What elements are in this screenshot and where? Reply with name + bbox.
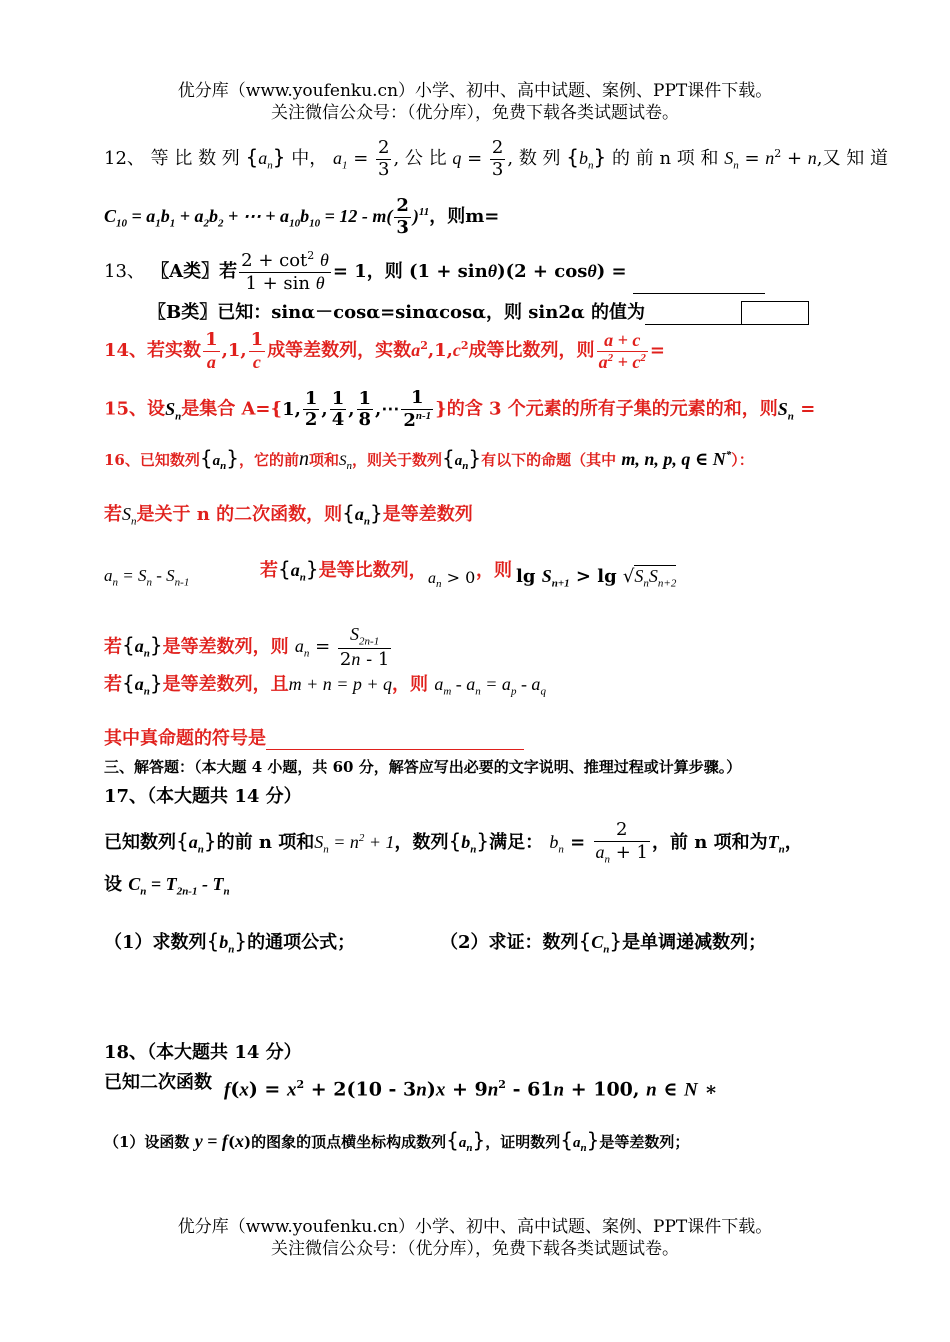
q18-title: 18、（本大题共 14 分）	[104, 1042, 302, 1063]
q12-text-7: 则m=	[447, 206, 500, 228]
q17-sub-2: （2）求证：数列$\{C_n\}$是单调递减数列；	[440, 929, 767, 956]
q16-text-1: 16、已知数列	[104, 451, 200, 469]
q17-text-2: 的前 n 项和	[216, 831, 315, 853]
q17-text-6: 设	[104, 874, 122, 895]
q16-prop-3: 若$\{a_n\}$是等差数列，则 $a_n$ = $\frac{S_{2n-1}}{2n - 1}$	[104, 624, 390, 671]
q16-p2-formula: $\lg S_{n+1} > \lg √S_nS_{n+2}$	[516, 566, 677, 590]
q18-function: $f(x) = x^2 + 2(10 - 3n)x + 9n^2 - 61n + 100$, n ∈ N ∗	[224, 1078, 718, 1101]
q17-sub1-text-1: （1）求数列	[104, 932, 207, 953]
q18-line-1	[104, 1068, 212, 1094]
header-line-1: 优分库（www.youfenku.cn）小学、初中、高中试题、案例、PPT课件下载。	[177, 81, 773, 101]
q17-text-3: ，数列	[394, 831, 449, 853]
q17-line-1: 已知数列$\{a_n\}$的前 n 项和$S_n = n^2 + 1$，数列$\{b_n\}$满足： $b_n$ = $\frac{2}{a_n + 1}$ ，前 n 项和为$T_n$，	[104, 819, 803, 866]
q16-prop-4: 若$\{a_n\}$是等差数列，且m + n = p + q，则 $a_m - a_n = a_p - a_q$	[104, 671, 546, 698]
q17-text-4: 满足：	[489, 831, 544, 853]
q18-sub1-text-3: ，证明数列	[485, 1133, 561, 1151]
q16-text-3: 项和	[308, 451, 339, 469]
q16-p4-text-1: 若	[104, 674, 122, 695]
q15-text-1: 15、设	[104, 398, 166, 420]
q16-p2-text-3: ，则	[476, 560, 512, 581]
q16-p1-text-3: 是等差数列	[382, 504, 473, 525]
q13-a-tag: 〖A类〗若	[151, 261, 238, 283]
q16-prop-2: 若$\{a_n\}$是等比数列，	[260, 557, 427, 584]
q15-text-3: }的含 3 个元素的所有子集的元素的和，则	[435, 398, 778, 420]
q13-b-text: 〖B类〗已知：sinα－cosα=sinαcosα，则 sin2α 的值为	[148, 302, 645, 323]
footer-line-1: 优分库（www.youfenku.cn）小学、初中、高中试题、案例、PPT课件下载。	[177, 1217, 773, 1237]
q16-text-5: 有以下的命题（其中	[481, 451, 617, 469]
header-line-2: 关注微信公众号：（优分库），免费下载各类试题试卷。	[271, 103, 679, 123]
q12-text-4: 数 列	[518, 148, 561, 170]
q16-prop-1: 若$S_n$是关于 n 的二次函数，则$\{a_n\}$是等差数列	[104, 501, 473, 528]
q12-text-3: 公 比	[404, 148, 447, 170]
q16-p2-text-2: 是等比数列，	[318, 560, 427, 581]
q13-b-answer-blank[interactable]	[645, 324, 741, 325]
q18-sub1-text-1: （1）设函数	[104, 1133, 190, 1151]
q13-a-answer-blank[interactable]	[633, 293, 765, 294]
q12-text-6: 又 知 道	[822, 148, 888, 170]
q18-sub1-text-4: 是等差数列；	[599, 1133, 690, 1151]
q12-text-5: 的 前 n 项 和	[612, 148, 719, 170]
q16-p1-text-1: 若	[104, 504, 122, 525]
q16-p2-then	[476, 556, 512, 582]
q18-sub1-text-2: 的图象的顶点横坐标构成数列	[251, 1133, 447, 1151]
q13-a-then: ，则	[366, 261, 403, 283]
q16-text-6: ）：	[731, 451, 754, 469]
q17-line-2: 设 $C_n = T_{2n-1} - T_n$	[104, 874, 230, 898]
q18-text-1: 已知二次函数	[104, 1072, 212, 1093]
q12-text-2: 中，	[291, 148, 328, 170]
q16-p4-text-2: 是等差数列，且	[162, 674, 289, 695]
q12-text-1: 等 比 数 列	[150, 148, 240, 170]
q15-line: 15、设$S_n$是集合 A={1, $\frac{1}{2}$ , $\frac{1}{4}$ , $\frac{1}{8}$ ,⋯ $\frac{1}{2^{n-1}}$ }的含 3 个元素的所有子集的元素的和，则$S_n$ =	[104, 387, 816, 431]
q16-line-1: 16、已知数列$\{a_n\}$，它的前n项和$S_n$，则关于数列$\{a_n\}$有以下的命题（其中 m, n, p, q ∈ N*）：	[104, 446, 754, 472]
q15-text-2: 是集合 A={	[181, 398, 283, 420]
q16-text-2: ，它的前	[238, 451, 299, 469]
q18-sub-1: （1）设函数 y = f(x)的图象的顶点横坐标构成数列$\{a_n\}$，证明数列$\{a_n\}$是等差数列；	[104, 1128, 690, 1154]
q16-p3-text-1: 若	[104, 636, 122, 658]
q16-formula-an: $a_n = S_n - S_{n-1}$	[104, 566, 190, 589]
q17-text-1: 已知数列	[104, 831, 176, 853]
q16-p1-text-2: 是关于 n 的二次函数，则	[136, 504, 343, 525]
q12-label: 12、	[104, 148, 145, 170]
q13-label: 13、	[104, 261, 145, 283]
q17-sub-1: （1）求数列$\{b_n\}$的通项公式；	[104, 929, 356, 956]
q14-line: 14、若实数 $\frac{1}{a}$ ,1, $\frac{1}{c}$ 成等差数列，实数$a^2,1,c^2$成等比数列，则 $\frac{a + c}{a^2 + c^2}$ =	[104, 329, 665, 372]
q17-text-5: ，前 n 项和为	[652, 831, 768, 853]
q16-text-4: ，则关于数列	[352, 451, 443, 469]
q16-answer-blank[interactable]	[266, 749, 524, 750]
q13-line-a: 13、 〖A类〗若 $\frac{2 + \cot^2 \theta}{\text{1 + sin θ}}$ = 1，则 (1 + sinθ)(2 + cosθ) =	[104, 250, 765, 294]
q14-text-1: 14、若实数	[104, 340, 202, 362]
section-3-title: 三、解答题：（本大题 4 小题，共 60 分，解答应写出必要的文字说明、推理过程或计算步骤。）	[104, 758, 742, 776]
footer-line-2: 关注微信公众号：（优分库），免费下载各类试题试卷。	[271, 1239, 679, 1259]
q16-answer-line	[104, 724, 524, 750]
q12-line-2: $C_{10} = a_1b_1 + a_2b_2$ + ⋯ + $a_{10}b_{10} = 12 - m$( $\frac{2}{3}$ )$^{11}$，则m=	[104, 195, 500, 238]
q14-text-2: 成等差数列，实数	[267, 340, 412, 362]
q16-p2-cond: $a_n > 0$	[428, 568, 476, 591]
q16-p3-text-2: 是等差数列，则	[162, 636, 289, 658]
q16-p2-text-1: 若	[260, 560, 278, 581]
q16-p4-text-3: ，则	[392, 674, 429, 695]
q17-sub2-text-1: （2）求证：数列	[440, 932, 579, 953]
q13-answer-box[interactable]	[741, 301, 809, 325]
q12-line-1: 12、 等 比 数 列 $\{a_n\}$ 中， $a_1$ = $\frac{2}{3}$ , 公 比 q = $\frac{2}{3}$ , 数 列 $\{b_n\}$ 的 前 n 项 和 $S_n = n^2 + n$,又 知 道	[104, 137, 888, 180]
q17-sub2-text-2: 是单调递减数列；	[622, 932, 767, 953]
q13-line-b	[148, 298, 809, 325]
q17-title: 17、（本大题共 14 分）	[104, 786, 302, 807]
q14-text-3: 成等比数列，则	[468, 340, 595, 362]
q17-sub1-text-2: 的通项公式；	[247, 932, 356, 953]
q16-answer-label: 其中真命题的符号是	[104, 728, 266, 749]
